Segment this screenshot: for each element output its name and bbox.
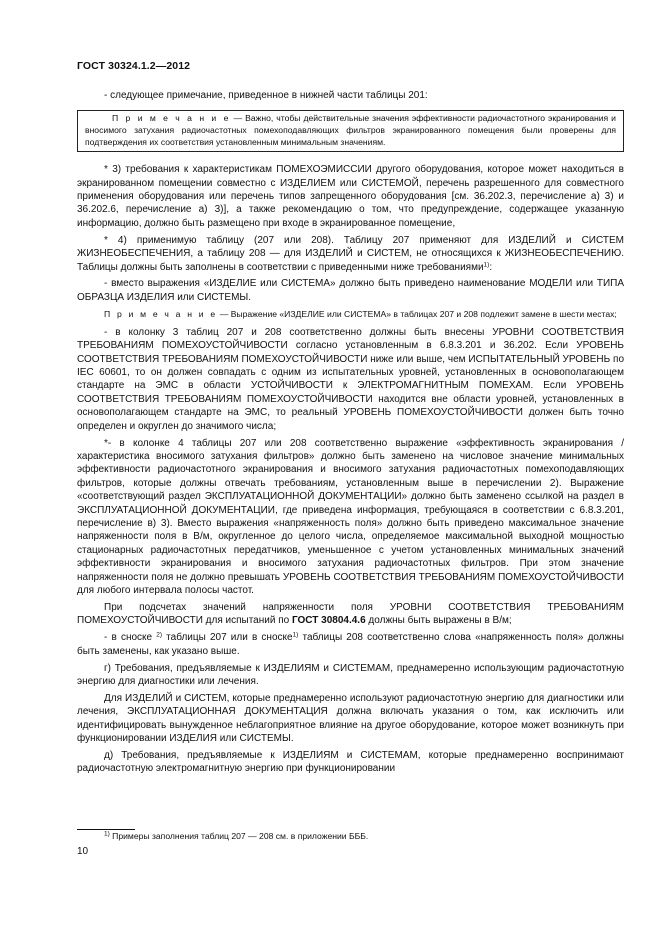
footnote-ref-1: 1): [292, 631, 299, 639]
paragraph-item-4: [77, 234, 624, 274]
paragraph-field-strength: [77, 601, 624, 628]
note-paragraph: [77, 309, 624, 321]
note2-text: — Выражение «ИЗДЕЛИЕ или СИСТЕМА» в таблицах 207 и 208 подлежит замене в шести местах;: [217, 309, 617, 320]
page-number: 10: [77, 846, 89, 857]
paragraph-d: д) Требования, предъявляемые к ИЗДЕЛИЯМ и СИСТЕМАМ, которые преднамеренно воспринимают радиочастотную электромагнитную энергию при функционировании: [77, 750, 624, 775]
note-label: П р и м е ч а н и е: [112, 113, 231, 124]
paragraph-g: г) Требования, предъявляемые к ИЗДЕЛИЯМ и СИСТЕМАМ, преднамеренно использующим радиочастотную энергию для диагностики или лечения.: [77, 662, 624, 687]
footnote-change-b: таблицы 207 или в сноске: [162, 632, 293, 644]
paragraph-column-3: - в колонку 3 таблиц 207 и 208 соответственно должны быть внесены УРОВНИ СООТВЕТСТВИЯ ТРЕБОВАНИЯМ ПОМЕХОУСТОЙЧИВОСТИ согласно установленным в 6.8.3.201 и 36.202. Если УРОВЕНЬ СООТВЕТСТВИЯ ТРЕБОВАНИЯМ ПОМЕХОУСТОЙЧИВОСТИ ниже или выше, чем ИСПЫТАТЕЛЬНЫЙ УРОВЕНЬ по IEC 60601, то он должен совпадать с одним из испытательных уровней, установленных в основополагающем стандарте на ЭМС в области УСТОЙЧИВОСТИ к ЭЛЕКТРОМАГНИТНЫМ ПОМЕХАМ. Если УРОВЕНЬ СООТВЕТСТВИЯ ТРЕБОВАНИЯМ ПОМЕХОУСТОЙЧИВОСТИ находится вне области уровней, установленных в основополагающем стандарте на ЭМС, то реальный УРОВЕНЬ ПОМЕХОУСТОЙЧИВОСТИ должен быть точно определен и округлен до значимого числа;: [77, 326, 624, 432]
note-text: — Важно, чтобы действительные значения эффективности радиочастотного экранирования и вносимого затухания радиочастотных помехоподавляющих фильтров экранированного помещения были проверены для подтверждения их соответствия установленным минимальным значениям.: [85, 113, 616, 147]
paragraph-model-name: - вместо выражения «ИЗДЕЛИЕ или СИСТЕМА» должно быть приведено наименование МОДЕЛИ или ТИПА ОБРАЗЦА ИЗДЕЛИЯ или СИСТЕМЫ.: [77, 278, 624, 303]
document-header: ГОСТ 30324.1.2—2012: [77, 60, 191, 72]
boxed-note-paragraph: [85, 113, 616, 148]
paragraph-item-3: * 3) требования к характеристикам ПОМЕХОЭМИССИИ другого оборудования, которое может находиться в экранированном помещении совместно с ИЗДЕЛИЕМ или СИСТЕМОЙ, перечень разрешенного для совместного применения оборудования или перечень типов запрещенного оборудования [см. 36.202.3, перечисление а) 3) и 36.202.6, перечисление а) 3)], а также рекомендацию о том, что предупреждение, содержащее указанную информацию, должно быть размещено при входе в экранированное помещение,: [77, 164, 624, 229]
paragraph-g-detail: Для ИЗДЕЛИЙ и СИСТЕМ, которые преднамеренно используют радиочастотную энергию для диагностики или лечения, ЭКСПЛУАТАЦИОННАЯ ДОКУМЕНТАЦИЯ должна включать указания о том, как исключить или идентифицировать вынужденное неблагоприятное влияние на другое оборудование, которое может возникнуть при функционировании ИЗДЕЛИЯ или СИСТЕМЫ.: [77, 692, 624, 745]
note2-label: П р и м е ч а н и е: [104, 309, 218, 320]
footnote-ref: 1): [483, 261, 490, 269]
footnote-change-c: таблицы 208 соответственно слова «напряженность поля» должны быть заменены, как указано выше.: [77, 632, 624, 657]
field-strength-text-a: При подсчетах значений напряженности поля УРОВНИ СООТВЕТСТВИЯ ТРЕБОВАНИЯМ ПОМЕХОУСТОЙЧИВОСТИ для испытаний по: [77, 601, 624, 627]
footnote-change-a: - в сноске: [104, 632, 157, 644]
standard-reference: ГОСТ 30804.4.6: [291, 615, 366, 627]
footnote: [104, 831, 368, 842]
item-4-text: * 4) применимую таблицу (207 или 208). Таблицу 207 применяют для ИЗДЕЛИЙ и СИСТЕМ ЖИЗНЕОБЕСПЕЧЕНИЯ, а таблицу 208 — для ИЗДЕЛИЙ и СИСТЕМ, не относящихся к ЖИЗНЕОБЕСПЕЧЕНИЮ. Таблицы должны быть заполнены в соответствии с приведенными ниже требованиями: [77, 234, 624, 273]
paragraph-footnote-change: [77, 631, 624, 658]
footnote-text: Примеры заполнения таблиц 207 — 208 см. в приложении БББ.: [109, 831, 369, 841]
paragraph-column-4: *- в колонке 4 таблицы 207 или 208 соответственно выражение «эффективность экранирования / характеристика вносимого затухания фильтров» должно быть заменено на числовое значение минимальных эффективности радиочастотного экранирования и вносимого затухания радиочастотных помехоподавляющих фильтров, которые должны отвечать требованиям, установленным выше в перечислении 2). Выражение «соответствующий раздел ЭКСПЛУАТАЦИОННОЙ ДОКУМЕНТАЦИИ» должно быть заменено ссылкой на раздел в ЭКСПЛУАТАЦИОННОЙ ДОКУМЕНТАЦИИ, где приведена информация, требующаяся в соответствии с 6.8.3.201, перечисление в) 3). Вместо выражения «напряженность поля» должно быть приведено максимальное значение напряженности поля в В/м, округленное до целого числа, определяемое максимальной выходной мощностью стационарных радиочастотных передатчиков, уменьшенное с учетом установленных минимальных значений эффективности экранирования и вносимого затухания радиочастотных фильтров. При этом значение напряженности поля не должно превышать УРОВЕНЬ СООТВЕТСТВИЯ ТРЕБОВАНИЯМ ПОМЕХОУСТОЙЧИВОСТИ для любого интервала полосы частот.: [77, 437, 624, 597]
footnote-mark: 1): [104, 830, 110, 838]
item-4-colon: :: [489, 261, 493, 273]
boxed-note: [77, 110, 624, 152]
intro-paragraph: - следующее примечание, приведенное в нижней части таблицы 201:: [104, 90, 428, 101]
footnote-ref-2: 2): [156, 631, 163, 639]
page-body: [77, 89, 624, 779]
field-strength-text-b: должны быть выражены в В/м;: [365, 615, 512, 627]
